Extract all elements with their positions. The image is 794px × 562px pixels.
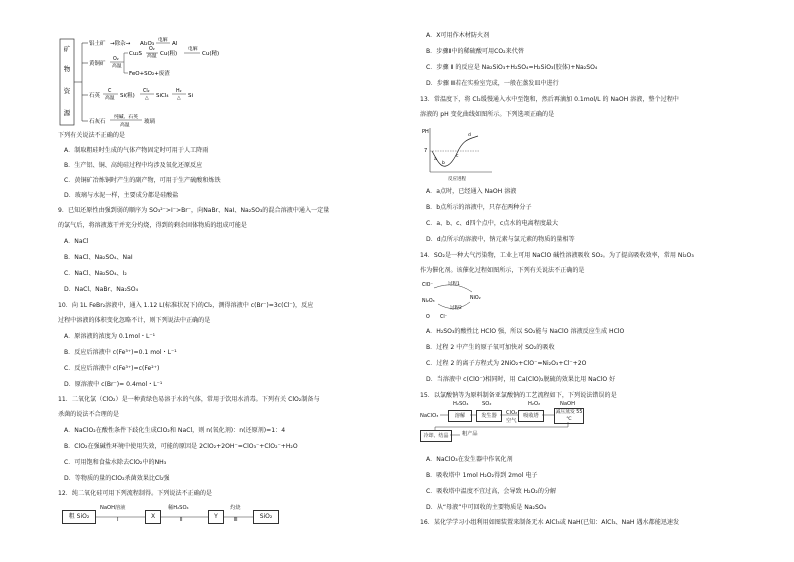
side-label-3: 源 [63,109,71,117]
row2-cond2: 高温 [112,64,122,69]
row1-a1: →除杂→ [110,41,131,47]
row4-c4: △ [145,96,149,101]
row5-p1: 玻璃 [144,119,156,125]
ph-curve-figure [420,124,500,182]
q9-option-b: B．NaCl、Na₂SO₄、NaI [64,254,133,261]
q15-stem: 15．以氯酸钠等为原料制备亚氯酸钠的工艺流程如下，下列说法错误的是 [420,392,617,399]
q13-stem-1: 13．常温度下，将 Cl₂缓慢通入水中至饱和，然后再滴加 0.1mol/L 的 NaOH 溶液，整个过程中 [420,96,679,103]
row5-c2: 高温 [120,123,130,128]
flow-label-h2so4: 稀H₂SO₄ [168,505,189,511]
flow-step-2: Ⅱ [180,517,183,523]
q13-stem-2: 溶液的 pH 变化曲线如图所示。下列选项正确的是 [420,111,555,118]
flow-label-naoh: NaOH溶液 [100,505,126,511]
proc-h2o2: H₂O₂ [528,401,541,407]
row2-c3: 电解 [188,47,198,52]
row4-c6: △ [177,96,181,101]
q13-option-c: C．a、b、c、d四个点中，c点水的电离程度最大 [426,220,559,227]
proc-air: 空气 [506,418,517,424]
q10-option-d: D．原溶液中 c(Br⁻)= 0.4mol・L⁻¹ [64,381,163,388]
q10-option-c: C．反应后溶液中 c(Fe³⁺)=c(Fe²⁺) [64,365,160,372]
flow-box-x: X [145,510,161,524]
side-label-2: 资 [63,87,71,95]
cycle-ni2o3: Ni₂O₃ [422,299,435,304]
q14-stem-2: 作为催化剂。该催化过程如图所示，下列有关说法不正确的是 [420,267,585,274]
q8-option-b: B．生产铝、铜、高纯硅过程中均涉及氧化还原反应 [64,162,203,169]
cycle-o: O [426,315,430,320]
q12-option-d: D．步骤 Ⅲ若在实验室完成，一般在蒸发皿中进行 [426,80,559,87]
sio2-flow [62,506,292,526]
proc-box-dissolve: 溶解 [448,410,472,422]
q9-stem-2: 的氯气后，将溶液蒸干并充分灼烧，得到的剩余固体物质的组成可能是 [58,222,247,229]
q15-option-c: C．吸收塔中温度不宜过高，会导致 H₂O₂的分解 [426,488,557,495]
q14-option-a: A．H₂SO₃的酸性比 HClO 强，所以 SO₂能与 NaClO 溶液反应生成 HClO [426,328,625,335]
q10-stem-2: 过程中溶液的体积变化忽略不计，则下列说法中正确的是 [58,317,211,324]
proc-box-evaporate: 减压蒸发 55 ℃ [555,410,583,422]
row1-c1: 电解 [158,38,168,43]
q15-option-b: B．吸收塔中 1mol H₂O₂得到 2mol 电子 [426,472,538,479]
q9-option-d: D．NaCl、NaBr、Na₂SO₄ [64,286,139,293]
ph-point-a: a [434,157,437,162]
row2-cond1: O₂ [113,57,119,62]
q12-option-c: C．步骤 Ⅱ 的反应是 Na₂SiO₃+H₂SO₄=H₂SiO₃(胶体)+Na₂SO₄ [426,64,598,71]
ph-point-c: c [456,154,459,159]
q11-option-d: D．等物质的量的ClO₂杀菌效果比Cl₂强 [64,475,170,482]
proc-so2: SO₂ [482,401,492,407]
row2-p2: Cu(粗) [160,51,178,57]
row3-p1: FeO+SO₂+废渣 [129,71,170,77]
q11-option-a: A．NaClO₂在酸性条件下歧化生成ClO₂和 NaCl，则 n(氧化剂)：n(还原剂)=1：4 [64,427,286,434]
q8-stem: 下列有关说法不正确的是 [58,132,126,139]
row4-c3: Cl₂ [143,89,150,94]
row4-p3: Si [188,93,194,99]
q10-option-a: A．原溶液的浓度为 0.1mol・L⁻¹ [64,333,156,340]
catalytic-cycle-figure [420,278,500,323]
q11-stem-1: 11．二氧化氯（ClO₂）是一种黄绿色易溶于水的气体，常用于饮用水消毒。下列有关 ClO₂制备与 [58,396,320,403]
q12-stem: 12．纯二氧化硅可用下列流程制得。下列说法不正确的是 [58,490,213,497]
q9-option-c: C．NaCl、Na₂SO₄、I₂ [64,270,127,277]
flow-step-1: Ⅰ [117,517,119,523]
q9-option-a: A．NaCl [64,238,89,245]
q12-option-a: A．X可用作木材防火剂 [426,32,490,39]
ph-point-d: d [468,133,471,138]
q10-stem-1: 10．向 1L FeBr₂溶液中，通入 1.12 L(标准状况下)的Cl₂，测得溶液中 c(Br⁻)=3c(Cl⁻)，反应 [58,302,314,309]
mineral-flow-diagram [58,35,298,130]
row1-p2: Al [172,41,178,47]
row2-p1: Cu₂S [129,51,143,57]
row4-c1: C [108,89,112,94]
q8-option-a: A．制取粗硅时生成的气体产物固定时可用于人工降雨 [64,147,209,154]
q10-option-b: B．反应后溶液中 c(Fe³⁺)=0.1 mol・L⁻¹ [64,349,177,356]
cycle-process-2: 过程2 [450,306,462,311]
cycle-clo: ClO⁻ [422,283,433,288]
q14-option-d: D．当溶液中 c(ClO⁻)相同时，用 Ca(ClO)₂脱硫的效果比用 NaClO 好 [426,376,616,383]
proc-crude-product: 粗产品 [462,431,478,437]
q11-stem-2: 杀菌的说法不合理的是 [58,411,119,418]
row2-p3: Cu(精) [202,51,220,57]
q11-option-b: B．ClO₂在强碱性环境中使用失效，可能的原因是 2ClO₂+2OH⁻=ClO₃⁻+ClO₂⁻+H₂O [64,443,298,450]
row1-src: 铝土矿 [89,41,106,47]
q13-option-d: D．d点所示的溶液中，钠元素与氯元素的物质的量相等 [426,236,575,243]
proc-h2so4: H₂SO₄ [453,401,469,407]
proc-box-generator: 发生器 [476,410,502,422]
ph-x-label: 反应进程 [448,177,466,182]
row1-p1: Al₂O₃ [140,41,155,47]
q8-option-d: D．玻璃与水泥一样，主要成分都是硅酸盐 [64,192,179,199]
side-label-1: 物 [63,65,71,73]
proc-clo2: ClO₂ [506,410,518,416]
cycle-cl: Cl⁻ [440,315,448,320]
flow-box-y: Y [208,510,224,524]
flow-box-pure-sio2: SiO₂ [253,510,279,524]
naclo2-process-flow [420,402,640,446]
q13-option-a: A．a点时，已经通入 NaOH 溶液 [426,188,517,195]
q15-option-a: A．NaClO₃在发生器中作氧化剂 [426,456,513,463]
row2-c2: 高温 [147,54,157,59]
cycle-process-1: 过程1 [448,282,460,287]
row4-c2: 高温 [105,96,115,101]
row4-p2: SiCl₄ [156,93,169,99]
row2-src: 黄铜矿 [89,61,106,67]
q12-option-b: B．步骤Ⅱ中的稀硫酸可用CO₂来代替 [426,48,524,55]
ph-point-b: b [442,161,445,166]
row4-src: 石英 [89,93,101,99]
q14-option-c: C．过程 2 的离子方程式为 2NiO₂+ClO⁻=Ni₂O₃+Cl⁻+2O [426,360,587,367]
q14-stem-1: 14．SO₂是一种大气污染物，工业上可用 NaClO 碱性溶液吸收 SO₂。为了提高吸收效率，常用 Ni₂O₃ [420,252,694,259]
q15-option-d: D．从“母液”中可回收的主要物质是 Na₂SO₄ [426,504,547,511]
proc-box-crystallize: 冷却、结晶 [420,430,452,442]
cycle-nio2: NiO₂ [470,296,481,301]
q16-stem: 16．某化学学习小组利用如图装置来制备无水 AlCl₃或 NaH(已知：AlCl₃、NaH 遇水都能迅速发 [420,519,680,526]
proc-box-absorber: 吸收塔 [518,410,544,422]
row4-p1: Si(粗) [120,93,135,99]
proc-naoh: NaOH [560,401,576,407]
row5-src: 石灰石 [89,119,106,125]
flow-step-3: Ⅲ [234,517,238,523]
proc-input: NaClO₃ [420,413,439,419]
flow-label-burn: 灼烧 [230,505,241,511]
q9-stem-1: 9．已知还原性由强到弱的顺序为 SO₃²⁻>I⁻>Br⁻，向NaBr、NaI、Na₂SO₃的混合溶液中通入一定量 [58,207,330,214]
q11-option-c: C．可用饱和食盐水除去ClO₂中的NH₃ [64,459,167,466]
flow-box-crude-sio2: 粗 SiO₂ [62,510,96,524]
side-label-0: 矿 [63,45,71,53]
q8-option-c: C．黄铜矿冶炼铜时产生的副产物，可用于生产硫酸和炼铁 [64,177,221,184]
ph-axis-label: PH [422,129,429,135]
q14-option-b: B．过程 2 中产生的原子氧可加快对 SO₂的吸收 [426,344,555,351]
row5-c1: 纯碱、石英 [114,115,138,120]
row4-c5: H₂ [176,89,182,94]
q13-option-b: B．b点所示的溶液中，只存在两种分子 [426,204,532,211]
row2-c1: O₂ [149,47,155,52]
ph-seven-mark: 7 [424,148,428,154]
